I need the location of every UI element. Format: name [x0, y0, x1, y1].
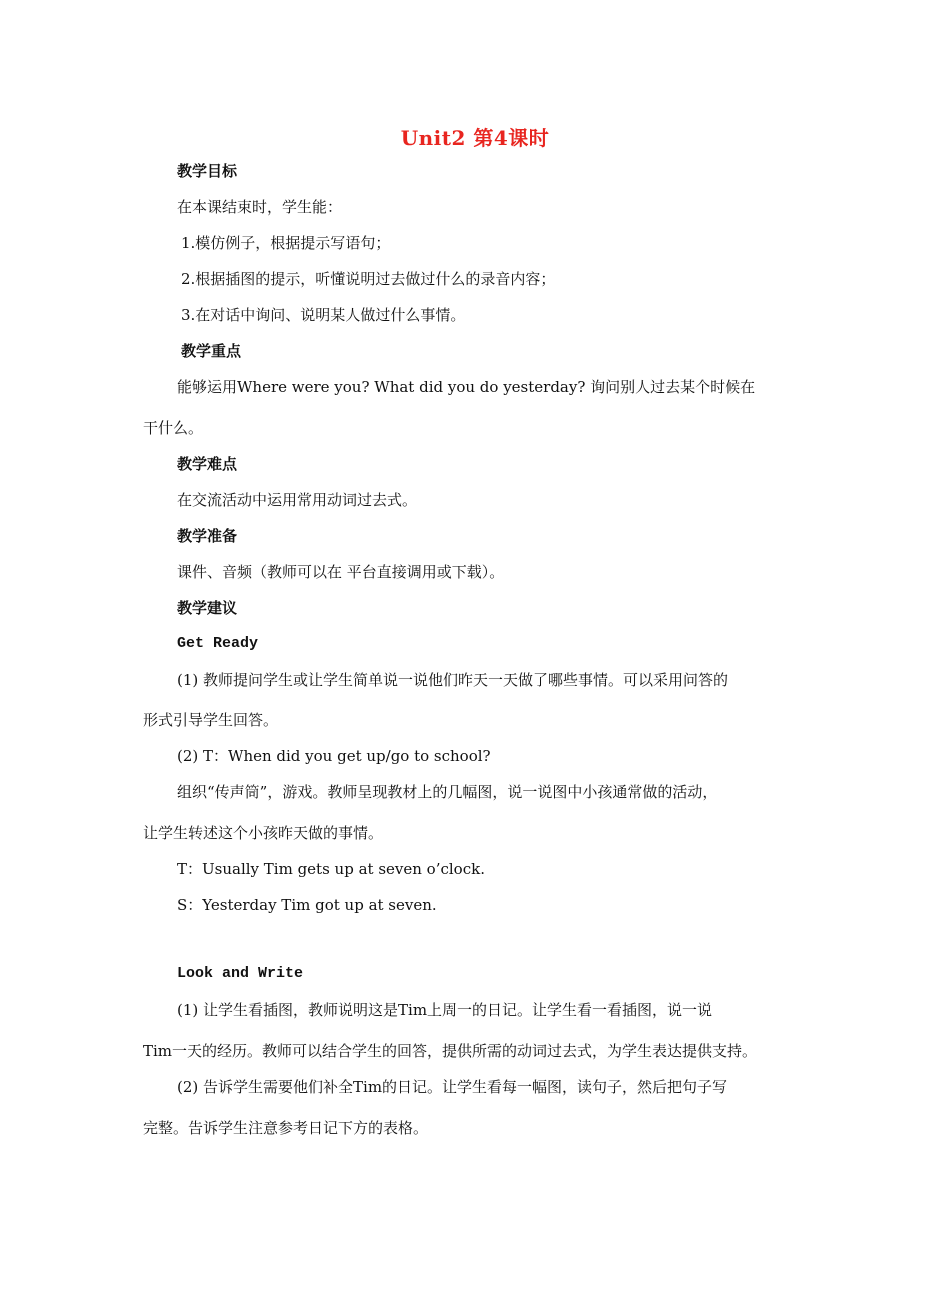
- get-ready-para3-cont: 让学生转述这个小孩昨天做的事情。: [143, 824, 384, 842]
- objectives-heading: 教学目标: [177, 162, 238, 180]
- get-ready-para2: (2) T：When did you get up/go to school?: [177, 747, 491, 765]
- preparation-heading: 教学准备: [177, 527, 238, 545]
- advice-heading: 教学建议: [177, 599, 238, 617]
- objective-item: 3.在对话中询问、说明某人做过什么事情。: [181, 306, 466, 324]
- key-points-heading: 教学重点: [181, 342, 242, 360]
- key-points-text: 能够运用Where were you? What did you do yesterday? 询问别人过去某个时候在: [177, 378, 756, 396]
- look-and-write-para1-cont: Tim一天的经历。教师可以结合学生的回答，提供所需的动词过去式，为学生表达提供支持。: [143, 1042, 758, 1060]
- get-ready-para1-cont: 形式引导学生回答。: [143, 711, 279, 729]
- get-ready-para3: 组织“传声筒”，游戏。教师呈现教材上的几幅图，说一说图中小孩通常做的活动，: [177, 783, 718, 801]
- look-and-write-para2: (2) 告诉学生需要他们补全Tim的日记。让学生看每一幅图，读句子，然后把句子写: [177, 1078, 728, 1096]
- key-points-text-cont: 干什么。: [143, 419, 204, 437]
- objective-item: 2.根据插图的提示，听懂说明过去做过什么的录音内容；: [181, 270, 556, 288]
- get-ready-heading: Get Ready: [177, 635, 259, 652]
- dialogue-student: S：Yesterday Tim got up at seven.: [177, 896, 437, 914]
- look-and-write-para1: (1) 让学生看插图，教师说明这是Tim上周一的日记。让学生看一看插图，说一说: [177, 1001, 713, 1019]
- difficulty-heading: 教学难点: [177, 455, 238, 473]
- page-title: Unit2 第4课时: [400, 126, 550, 150]
- dialogue-teacher: T：Usually Tim gets up at seven o’clock.: [177, 860, 485, 878]
- objective-item: 1.模仿例子，根据提示写语句；: [181, 234, 391, 252]
- objectives-intro: 在本课结束时，学生能：: [177, 198, 343, 216]
- difficulty-text: 在交流活动中运用常用动词过去式。: [177, 491, 418, 509]
- preparation-text: 课件、音频（教师可以在 平台直接调用或下载）。: [177, 563, 505, 581]
- look-and-write-para2-cont: 完整。告诉学生注意参考日记下方的表格。: [143, 1119, 429, 1137]
- look-and-write-heading: Look and Write: [177, 965, 304, 982]
- get-ready-para1: (1) 教师提问学生或让学生简单说一说他们昨天一天做了哪些事情。可以采用问答的: [177, 671, 729, 689]
